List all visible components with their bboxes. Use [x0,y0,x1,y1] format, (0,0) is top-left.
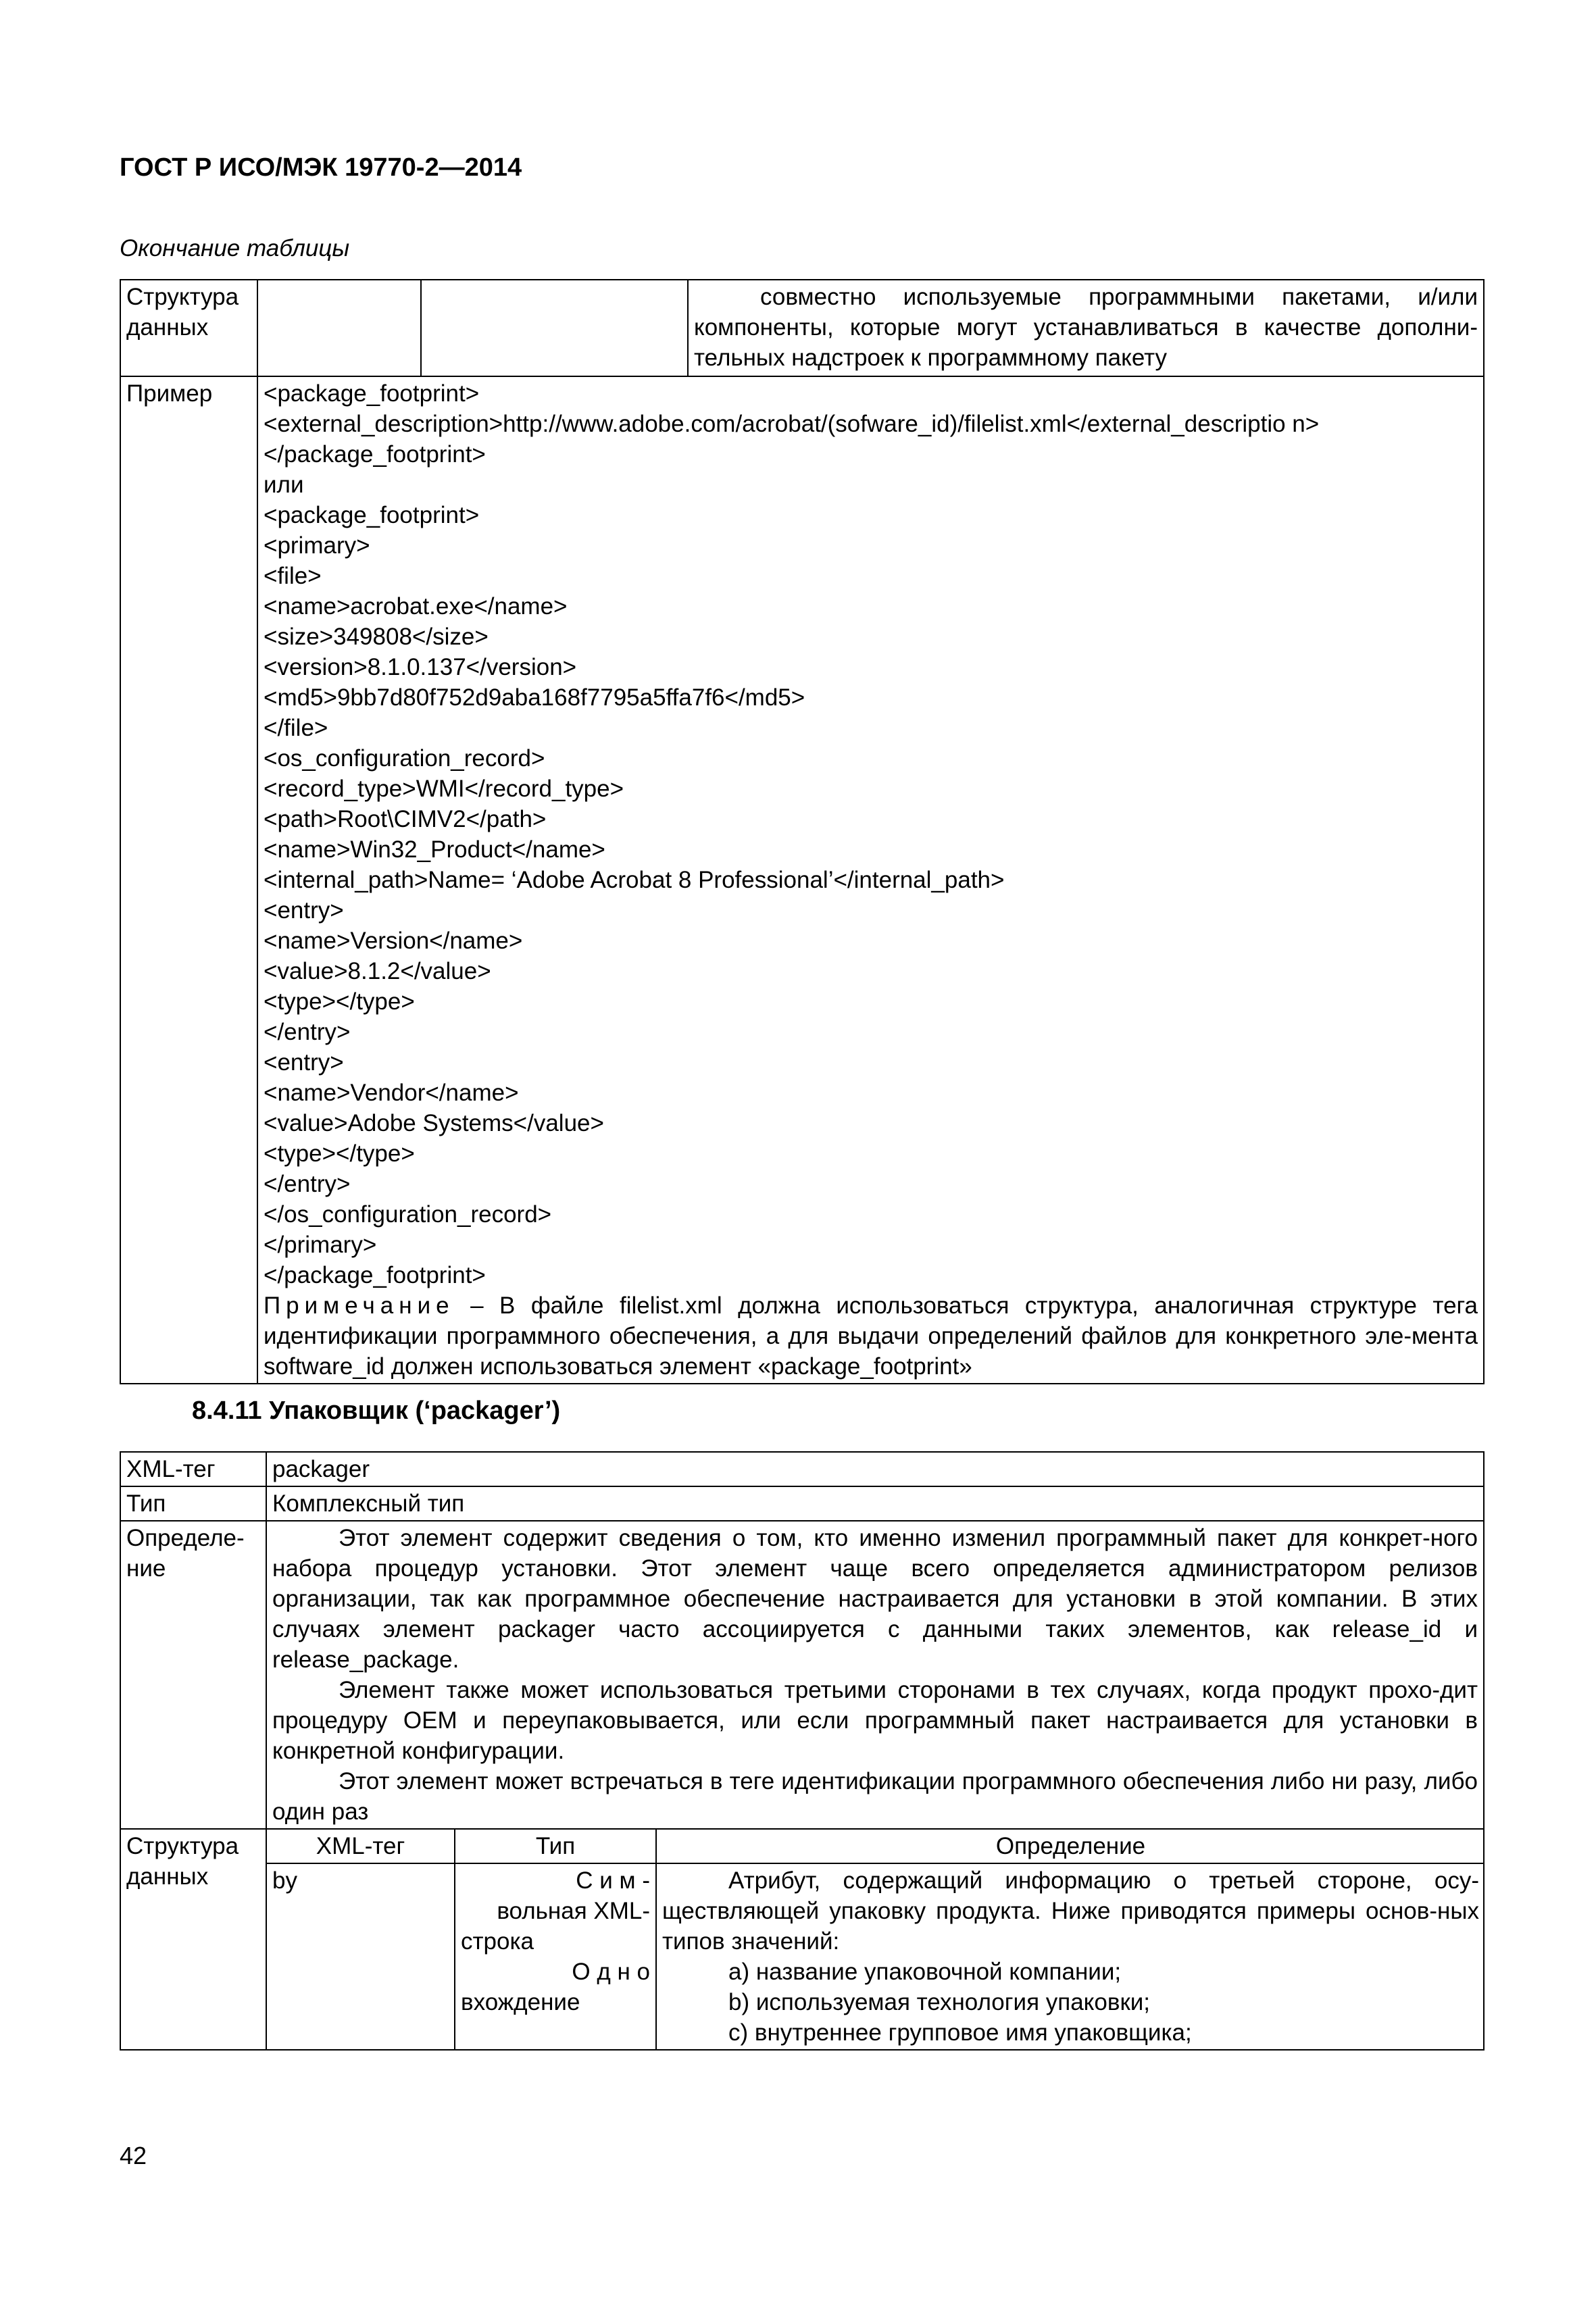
code-line: или [264,472,304,498]
attribute-definition [656,1863,1484,2049]
list-item: c) внутреннее групповое имя упаковщика; [728,2019,1192,2046]
list-item: b) используемая технология упаковки; [728,1989,1151,2015]
code-line: </package_footprint> [264,441,486,468]
section-heading: 8.4.11 Упаковщик (‘packager’) [192,1397,561,1425]
type-line: О д н о [572,1959,650,1985]
code-line: </os_configuration_record> [264,1201,552,1228]
attribute-row [267,1863,1484,2049]
note-text: – В файле filelist.xml должна использоваться структура, аналогичная структуре тега идентификации программного обеспечения, а для выдачи определений файлов для конкретного эле-мента software_id должен использоваться элемент «package_footprint» [264,1292,1478,1380]
attribute-table [267,1830,1484,2049]
code-line: </entry> [264,1171,351,1197]
row-label: Тип [120,1486,266,1521]
code-line: <type></type> [264,988,415,1015]
header-xml-tag: XML-тег [267,1830,455,1863]
attribute-tag: by [267,1863,455,2049]
structure-cell [266,1829,1484,2050]
code-line: <name>Win32_Product</name> [264,836,605,863]
code-line: <value>8.1.2</value> [264,958,491,984]
definition-text [266,1521,1484,1829]
note-label: Примечание [264,1292,455,1319]
document-header: ГОСТ Р ИСО/МЭК 19770-2—2014 [120,153,522,182]
code-line: <file> [264,563,322,589]
example-cell [257,376,1484,1384]
row-label: Структура данных [120,280,257,376]
row-label: Определе-ние [120,1521,266,1829]
code-line: <size>349808</size> [264,624,489,650]
table-row [120,1452,1484,1486]
code-line: <type></type> [264,1140,415,1167]
type-line: С и м - [576,1867,650,1894]
table-caption: Окончание таблицы [120,235,350,261]
attribute-header-row [267,1830,1484,1863]
code-line: <value>Adobe Systems</value> [264,1110,604,1136]
row-label: Структура данных [120,1829,266,2050]
table-row [120,1521,1484,1829]
table-row [120,1829,1484,2050]
type-line: вхождение [461,1989,580,2015]
table-row [120,280,1484,376]
code-line: <path>Root\CIMV2</path> [264,806,547,832]
code-line: <entry> [264,897,344,924]
definition-paragraph: Этот элемент содержит сведения о том, кто именно изменил программный пакет для конкрет-ного набора процедур установки. Этот элемент чаще всего определяется администратором релизов организации, так как программное обеспечение настраивается для установки в этой компании. В этих случаях элемент packager часто ассоциируется с данными таких элементов, как release_id и release_package. [272,1525,1478,1673]
code-line: </package_footprint> [264,1262,486,1288]
code-line: <name>acrobat.exe</name> [264,593,568,620]
code-line: <md5>9bb7d80f752d9aba168f7795a5ffa7f6</md5> [264,684,805,711]
row-value: Комплексный тип [266,1486,1484,1521]
type-line: вольная XML- [497,1898,650,1924]
code-line: <external_description>http://www.adobe.com/acrobat/(sofware_id)/filelist.xml</external_descriptio n> [264,411,1320,437]
definition-paragraph: Этот элемент может встречаться в теге идентификации программного обеспечения либо ни разу, либо один раз [272,1768,1478,1825]
code-line: <primary> [264,532,370,559]
code-line: <os_configuration_record> [264,745,545,772]
code-line: <name>Version</name> [264,928,523,954]
code-line: <record_type>WMI</record_type> [264,776,624,802]
code-line: </entry> [264,1019,351,1045]
table-row [120,1486,1484,1521]
code-line: <package_footprint> [264,502,480,528]
code-line: <version>8.1.0.137</version> [264,654,577,680]
definition-intro: Атрибут, содержащий информацию о третьей стороне, осу-ществляющей упаковку продукта. Ниже приводятся примеры основ-ных типов значений: [662,1867,1479,1955]
row-value: packager [266,1452,1484,1486]
header-type: Тип [455,1830,656,1863]
page-number: 42 [120,2142,147,2169]
attribute-type [455,1863,656,2049]
definition-paragraph: Элемент также может использоваться третьими сторонами в тех случаях, когда продукт прохо-дит процедуру OEM и переупаковывается, или если программный пакет настраивается для установки в конкретной конфигурации. [272,1677,1478,1764]
header-definition: Определение [656,1830,1484,1863]
packager-table [120,1451,1485,2051]
row-label: XML-тег [120,1452,266,1486]
type-line: строка [461,1928,534,1955]
row-label: Пример [120,376,257,1384]
code-line: <entry> [264,1049,344,1076]
empty-cell [257,280,421,376]
empty-cell [421,280,688,376]
list-item: a) название упаковочной компании; [728,1959,1122,1985]
code-line: <internal_path>Name= ‘Adobe Acrobat 8 Professional’</internal_path> [264,867,1005,893]
code-example [264,378,1478,1290]
code-line: </primary> [264,1232,377,1258]
code-line: <name>Vendor</name> [264,1080,519,1106]
code-line: </file> [264,715,328,741]
note [264,1290,1478,1382]
structure-description: совместно используемые программными пакетами, и/или компоненты, которые могут устанавливаться в качестве дополни-тельных надстроек к программному пакету [688,280,1484,376]
table-row [120,376,1484,1384]
code-line: <package_footprint> [264,380,480,407]
continuation-table [120,279,1485,1384]
